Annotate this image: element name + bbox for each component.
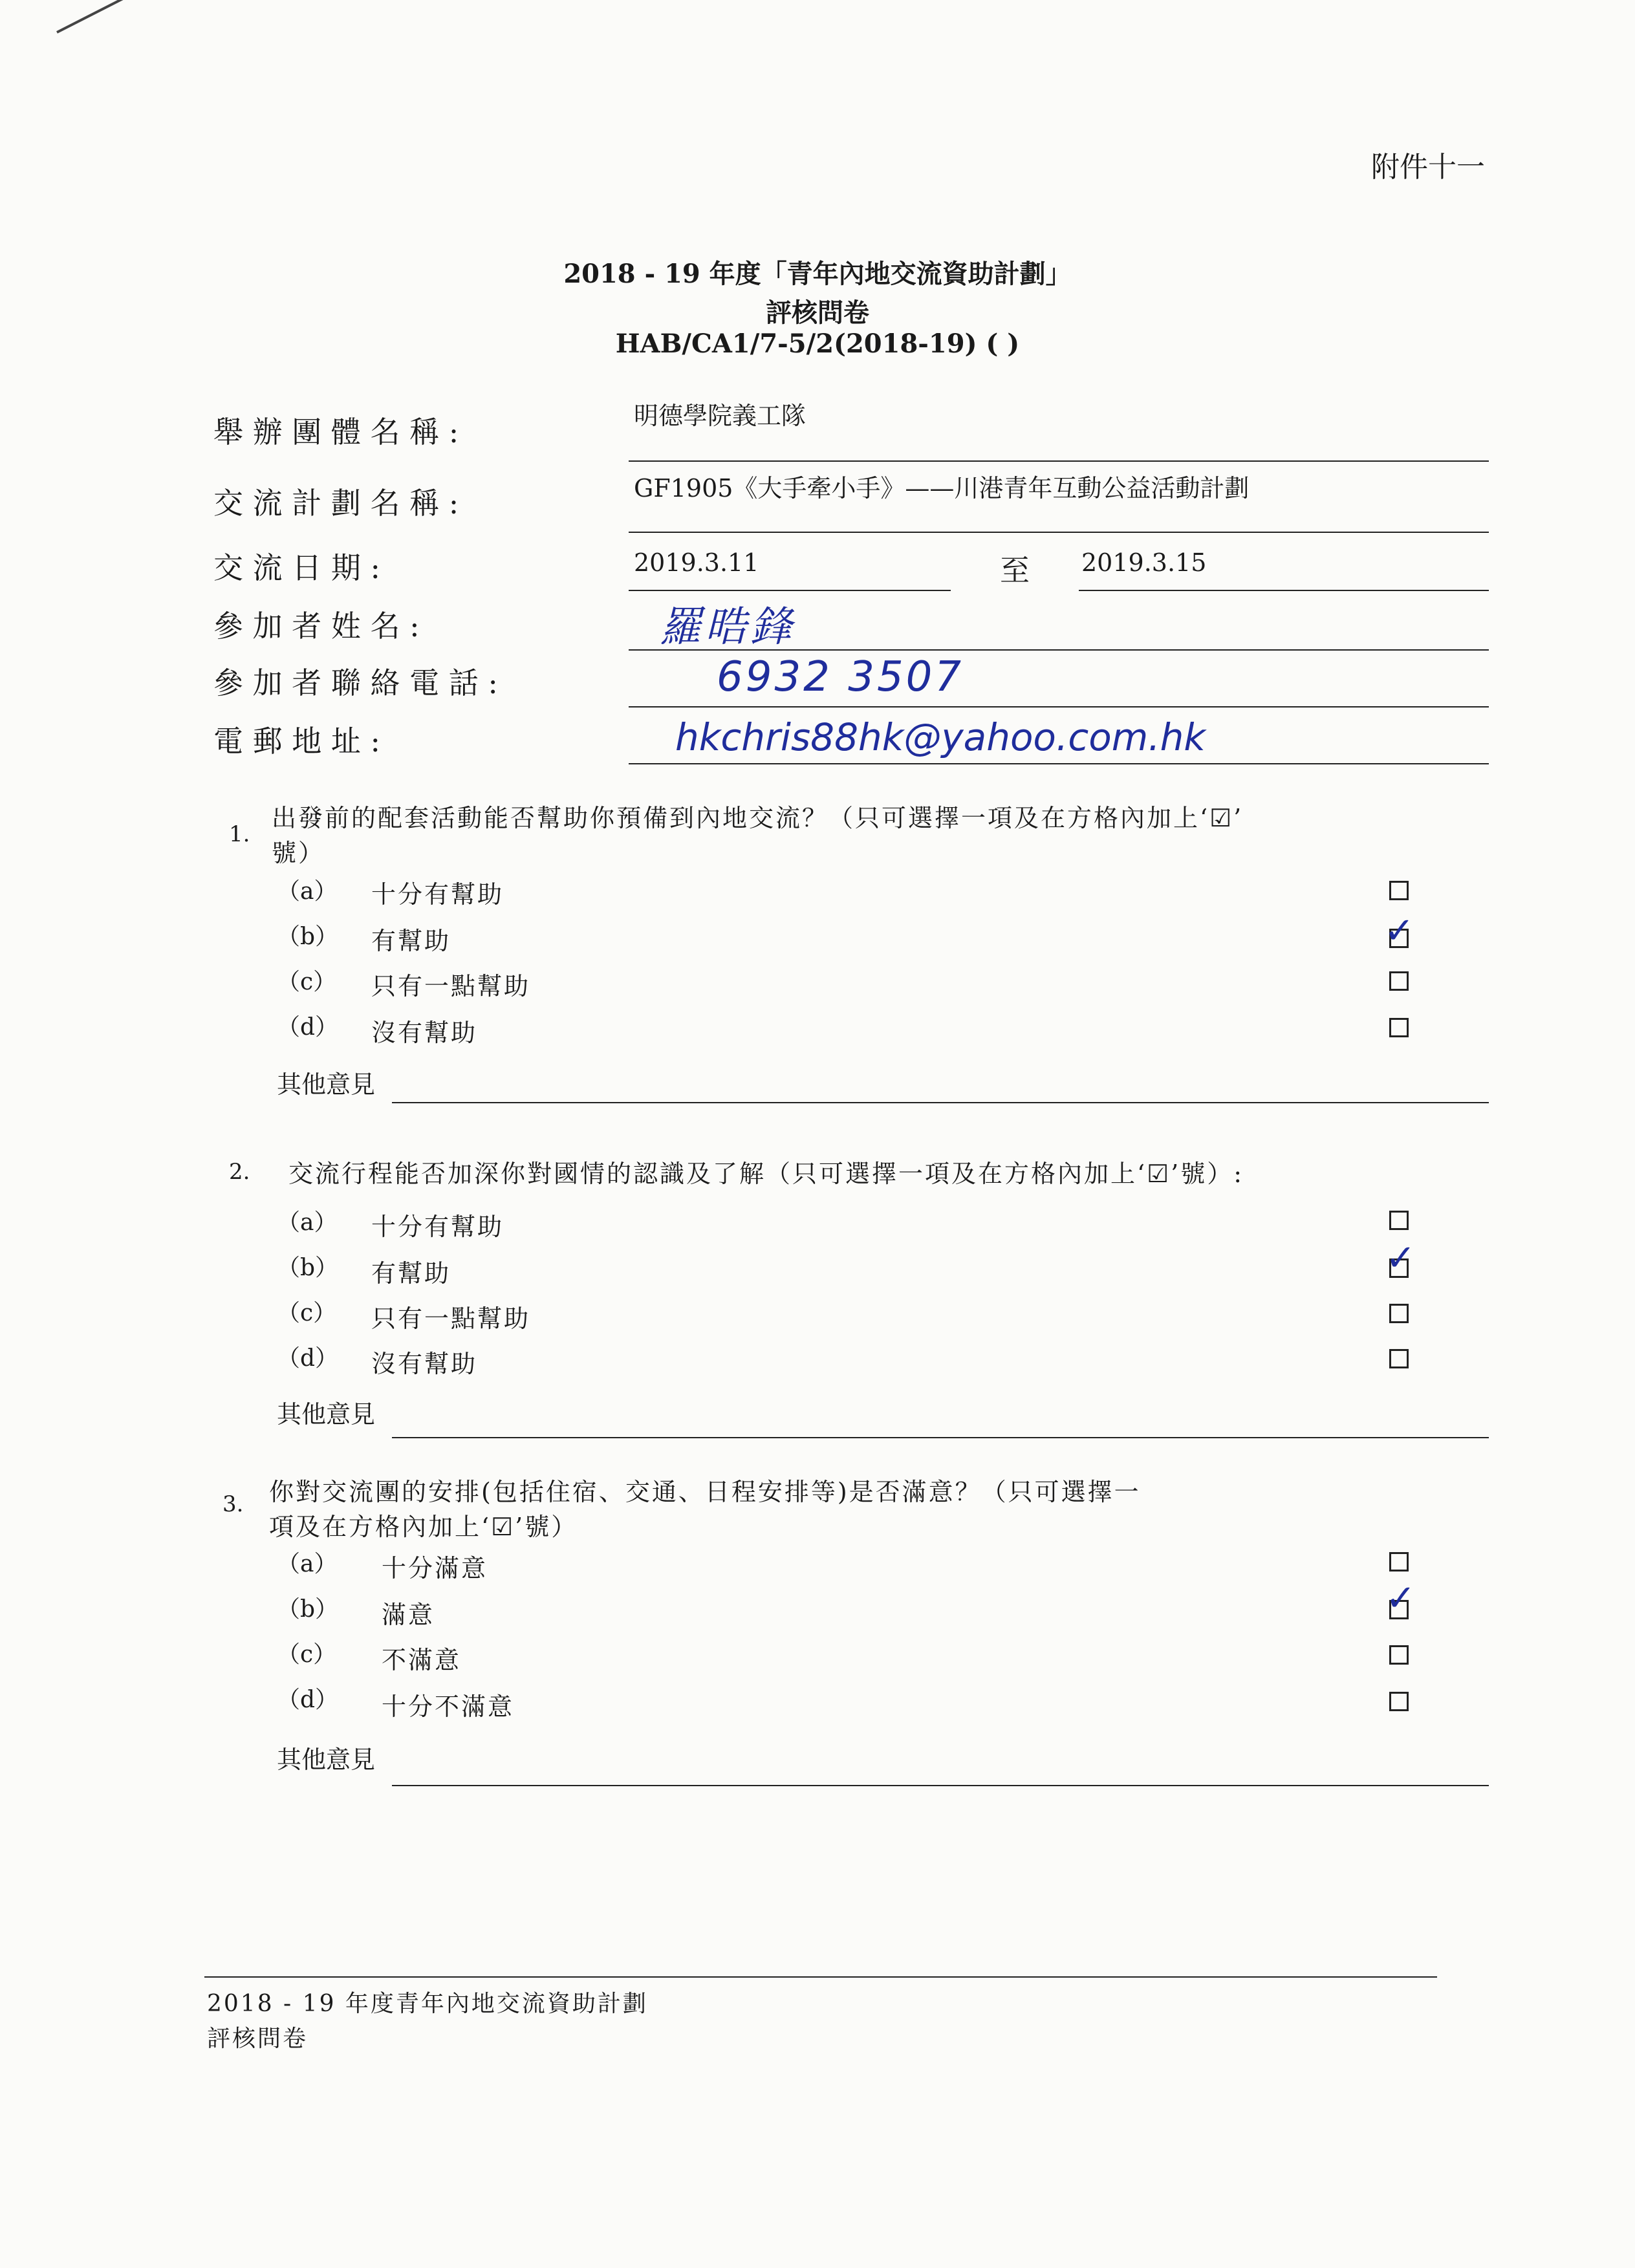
- q1-other-line[interactable]: [392, 1102, 1489, 1103]
- form-title-line1: 2018 - 19 年度「青年內地交流資助計劃」: [563, 259, 1072, 289]
- q1-option-d-checkbox[interactable]: [1389, 1018, 1409, 1037]
- date-from-value: 2019.3.11: [634, 548, 759, 577]
- q2-option-b-letter: （b）: [277, 1255, 339, 1281]
- q1-option-c-letter: （c）: [277, 969, 337, 995]
- q3-option-c-label: 不滿意: [382, 1646, 462, 1674]
- q3-option-d-checkbox[interactable]: [1389, 1692, 1409, 1711]
- q2-option-c-label: 只有一點幫助: [371, 1304, 531, 1333]
- q2-option-c-checkbox[interactable]: [1389, 1304, 1409, 1323]
- q3-option-a-letter: （a）: [277, 1551, 338, 1577]
- q3-number: 3.: [222, 1491, 244, 1517]
- email-label: 電 郵 地 址 :: [213, 724, 380, 759]
- date-to-label: 至: [1000, 553, 1030, 588]
- q2-option-b-tick-icon: ✓: [1385, 1237, 1416, 1279]
- q2-option-d-label: 沒有幫助: [371, 1350, 478, 1378]
- participant-name-handwritten: 羅晧鋒: [660, 603, 796, 651]
- date-from-line: [629, 590, 951, 591]
- q1-option-b-label: 有幫助: [371, 927, 451, 955]
- project-label: 交 流 計 劃 名 稱 :: [213, 486, 459, 521]
- q3-option-d-letter: （d）: [277, 1687, 339, 1713]
- q3-option-a-label: 十分滿意: [382, 1554, 488, 1582]
- q1-option-d-label: 沒有幫助: [371, 1019, 478, 1047]
- annex-label: 附件十一: [1371, 151, 1485, 184]
- q1-option-a-label: 十分有幫助: [371, 880, 504, 909]
- q2-other-line[interactable]: [392, 1437, 1489, 1438]
- q3-text-line2: 項及在方格內加上‘☑’號）: [269, 1513, 578, 1541]
- q3-option-d-label: 十分不滿意: [382, 1692, 515, 1721]
- phone-label: 參 加 者 聯 絡 電 話 :: [213, 665, 498, 700]
- pen-scratch-mark: [56, 0, 127, 34]
- organiser-label: 舉 辦 團 體 名 稱 :: [213, 415, 459, 449]
- q1-option-c-label: 只有一點幫助: [371, 972, 531, 1000]
- q3-other-label: 其他意見: [277, 1745, 376, 1774]
- phone-line: [629, 706, 1489, 707]
- q2-option-c-letter: （c）: [277, 1300, 337, 1326]
- q3-option-b-letter: （b）: [277, 1596, 339, 1623]
- q1-text-line2: 號）: [272, 839, 325, 867]
- date-to-line: [1079, 590, 1489, 591]
- q1-number: 1.: [229, 821, 250, 847]
- q3-option-c-checkbox[interactable]: [1389, 1645, 1409, 1665]
- q2-option-b-label: 有幫助: [371, 1259, 451, 1288]
- q1-text-line1: 出發前的配套活動能否幫助你預備到內地交流？（只可選擇一項及在方格內加上‘☑’: [272, 804, 1244, 832]
- footer-line2: 評核問卷: [207, 2025, 309, 2052]
- q2-option-a-label: 十分有幫助: [371, 1213, 504, 1241]
- email-line: [629, 763, 1489, 764]
- date-label: 交 流 日 期 :: [213, 550, 380, 585]
- organiser-value: 明德學院義工隊: [634, 402, 807, 430]
- q2-option-a-letter: （a）: [277, 1209, 338, 1236]
- q3-option-b-tick-icon: ✓: [1385, 1577, 1416, 1619]
- phone-handwritten: 6932 3507: [717, 653, 964, 701]
- q1-option-b-letter: （b）: [277, 923, 339, 950]
- q2-option-a-checkbox[interactable]: [1389, 1211, 1409, 1230]
- q3-option-a-checkbox[interactable]: [1389, 1552, 1409, 1571]
- q2-number: 2.: [229, 1159, 250, 1185]
- date-to-value: 2019.3.15: [1081, 548, 1207, 577]
- q3-text-line1: 你對交流團的安排(包括住宿、交通、日程安排等)是否滿意？（只可選擇一: [269, 1478, 1141, 1506]
- organiser-line: [629, 460, 1489, 462]
- q2-other-label: 其他意見: [277, 1400, 376, 1429]
- project-value: GF1905《大手牽小手》——川港青年互動公益活動計劃: [634, 474, 1250, 502]
- footer-divider: [204, 1976, 1437, 1978]
- project-line: [629, 532, 1489, 533]
- q3-other-line[interactable]: [392, 1785, 1489, 1786]
- q1-option-b-tick-icon: ✓: [1384, 910, 1414, 952]
- q1-other-label: 其他意見: [277, 1070, 376, 1099]
- participant-name-label: 參 加 者 姓 名 :: [213, 609, 420, 643]
- form-reference-number: HAB/CA1/7-5/2(2018-19) ( ): [615, 329, 1020, 359]
- q1-option-a-checkbox[interactable]: [1389, 881, 1409, 900]
- q2-text-line1: 交流行程能否加深你對國情的認識及了解（只可選擇一項及在方格內加上‘☑’號）:: [288, 1160, 1244, 1188]
- name-line: [629, 649, 1489, 651]
- q3-option-c-letter: （c）: [277, 1641, 337, 1668]
- q2-option-d-letter: （d）: [277, 1345, 339, 1372]
- form-title-line2: 評核問卷: [766, 297, 869, 328]
- q1-option-a-letter: （a）: [277, 878, 338, 905]
- q2-option-d-checkbox[interactable]: [1389, 1349, 1409, 1368]
- q1-option-d-letter: （d）: [277, 1014, 339, 1041]
- email-handwritten: hkchris88hk@yahoo.com.hk: [675, 715, 1206, 759]
- q1-option-c-checkbox[interactable]: [1389, 971, 1409, 991]
- footer-line1: 2018 - 19 年度青年內地交流資助計劃: [207, 1991, 648, 2017]
- q3-option-b-label: 滿意: [382, 1601, 435, 1629]
